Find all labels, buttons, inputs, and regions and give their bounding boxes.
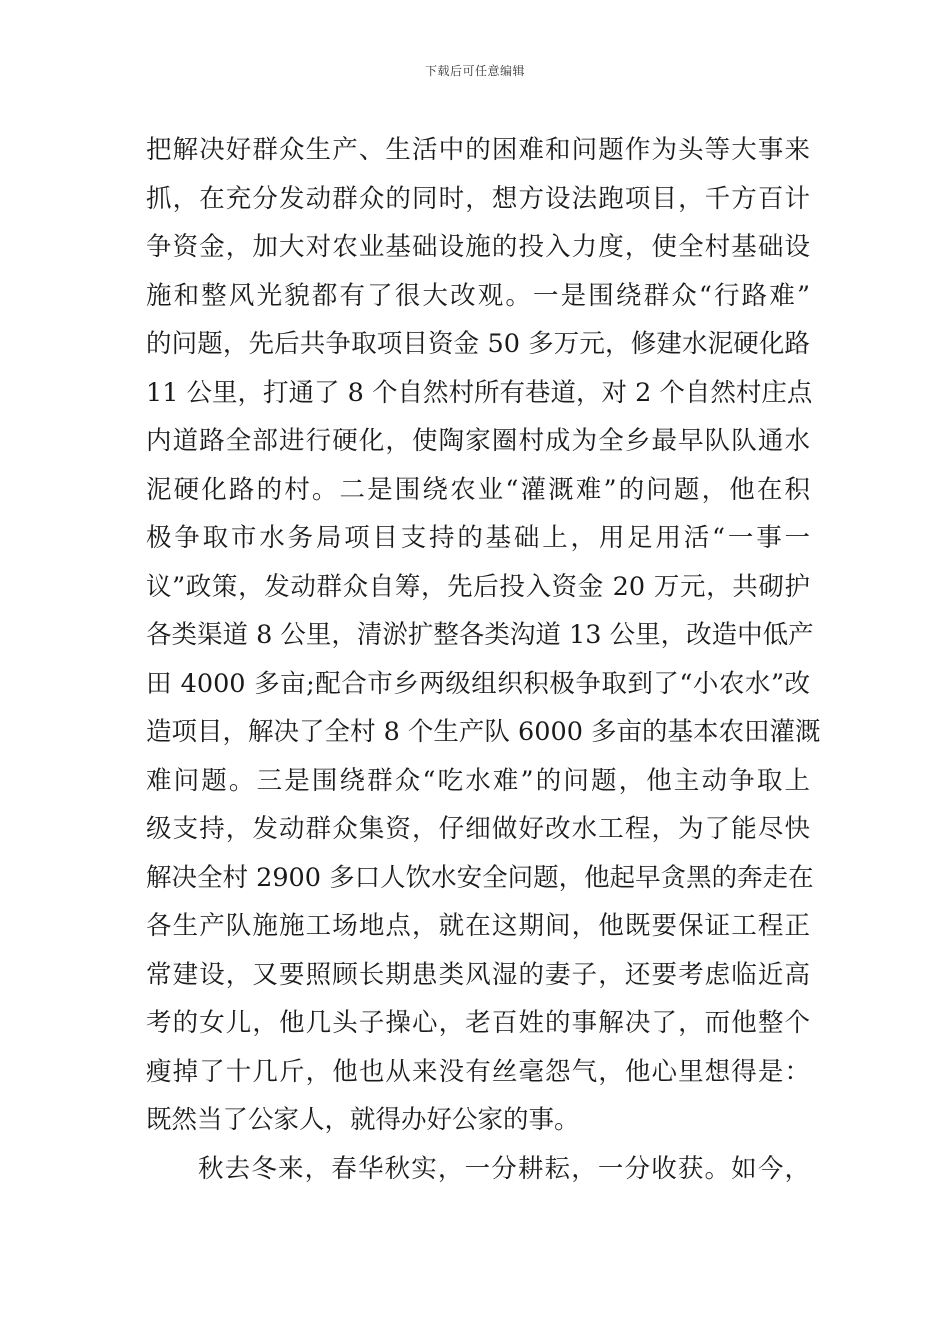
- text-line: 议”政策，发动群众自筹，先后投入资金 20 万元，共砌护: [146, 571, 810, 602]
- text-line: 施和整风光貌都有了很大改观。一是围绕群众“行路难”: [146, 280, 810, 311]
- text-line: 考的女儿，他几头子操心，老百姓的事解决了，而他整个: [146, 1008, 810, 1038]
- text-line: 抓，在充分发动群众的同时，想方设法跑项目，千方百计: [146, 183, 810, 214]
- paragraph: [146, 1145, 810, 1194]
- text-line: 既然当了公家人，就得办好公家的事。: [146, 1105, 580, 1135]
- page-header: 下载后可任意编辑: [424, 64, 525, 78]
- text-line: 解决全村 2900 多口人饮水安全问题，他起早贪黑的奔走在: [146, 862, 814, 893]
- text-line: 各类渠道 8 公里，清淤扩整各类沟道 13 公里，改造中低产: [146, 620, 814, 650]
- text-line: 常建设，又要照顾长期患类风湿的妻子，还要考虑临近高: [146, 959, 810, 990]
- text-line: 的问题，先后共争取项目资金 50 多万元，修建水泥硬化路: [146, 329, 810, 359]
- text-line: 泥硬化路的村。二是围绕农业“灌溉难”的问题，他在积: [146, 474, 810, 505]
- paragraph: [146, 126, 821, 1145]
- text-line: 内道路全部进行硬化，使陶家圈村成为全乡最早队队通水: [146, 426, 810, 456]
- text-line: 级支持，发动群众集资，仔细做好改水工程，为了能尽快: [146, 814, 810, 844]
- text-line: 秋去冬来，春华秋实，一分耕耘，一分收获。如今，: [198, 1153, 810, 1184]
- text-line: 极争取市水务局项目支持的基础上，用足用活“一事一: [146, 523, 810, 553]
- text-line: 瘦掉了十几斤，他也从来没有丝毫怨气，他心里想得是：: [146, 1056, 810, 1087]
- text-line: 11 公里，打通了 8 个自然村所有巷道，对 2 个自然村庄点: [146, 377, 813, 408]
- text-line: 争资金，加大对农业基础设施的投入力度，使全村基础设: [146, 232, 810, 262]
- text-line: 把解决好群众生产、生活中的困难和问题作为头等大事来: [146, 135, 810, 165]
- body-text: [146, 126, 821, 1193]
- text-line: 田 4000 多亩;配合市乡两级组织积极争取到了“小农水”改: [146, 668, 810, 699]
- text-line: 各生产队施施工场地点，就在这期间，他既要保证工程正: [146, 911, 810, 941]
- text-line: 造项目，解决了全村 8 个生产队 6000 多亩的基本农田灌溉: [146, 717, 821, 747]
- text-line: 难问题。三是围绕群众“吃水难”的问题，他主动争取上: [146, 765, 810, 796]
